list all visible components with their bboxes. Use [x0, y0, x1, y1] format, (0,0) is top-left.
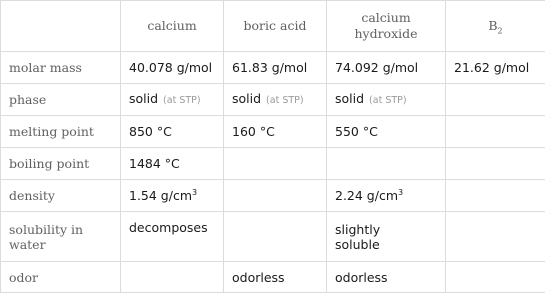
table-cell	[446, 148, 545, 180]
table-cell	[446, 84, 545, 116]
row-label: solubility in water	[1, 212, 121, 262]
table-cell: decomposes	[121, 212, 224, 262]
table-cell: 2.24 $g/cm^3$	[327, 180, 446, 212]
table-cell	[121, 262, 224, 293]
table-cell: 1484 °C	[121, 148, 224, 180]
row-label: density	[1, 180, 121, 212]
table-cell	[446, 212, 545, 262]
table-cell: odorless	[327, 262, 446, 293]
column-header-calcium: calcium	[121, 1, 224, 52]
row-label: phase	[1, 84, 121, 116]
table-cell: slightly soluble	[327, 212, 446, 262]
phase-note: (at STP)	[369, 95, 407, 106]
column-header-boric-acid: boric acid	[224, 1, 327, 52]
table-row-melting-point	[1, 116, 545, 148]
table-cell	[224, 148, 327, 180]
row-label: odor	[1, 262, 121, 293]
table-row-molar-mass	[1, 52, 545, 84]
table-cell	[327, 148, 446, 180]
phase-note: (at STP)	[163, 95, 201, 106]
table-cell	[446, 180, 545, 212]
table-cell: 21.62 g/mol	[446, 52, 545, 84]
table-cell: 40.078 g/mol	[121, 52, 224, 84]
table-cell: 74.092 g/mol	[327, 52, 446, 84]
table-cell: 850 °C	[121, 116, 224, 148]
table-row-density	[1, 180, 545, 212]
row-label: melting point	[1, 116, 121, 148]
table-cell: solid (at STP)	[327, 84, 446, 116]
table-cell	[224, 212, 327, 262]
row-label: boiling point	[1, 148, 121, 180]
header-row	[1, 1, 545, 52]
corner-cell	[1, 1, 121, 52]
table-cell: odorless	[224, 262, 327, 293]
table-cell: solid (at STP)	[224, 84, 327, 116]
table-cell: 1.54 $g/cm^3$	[121, 180, 224, 212]
table-row-solubility	[1, 212, 545, 262]
phase-note: (at STP)	[266, 95, 304, 106]
table-cell: 160 °C	[224, 116, 327, 148]
table-row-odor	[1, 262, 545, 293]
row-label: molar mass	[1, 52, 121, 84]
table-cell	[446, 116, 545, 148]
table-cell: 61.83 g/mol	[224, 52, 327, 84]
table-row-phase	[1, 84, 545, 116]
table-cell	[446, 262, 545, 293]
column-header-calcium-hydroxide: calcium hydroxide	[327, 1, 446, 52]
table-cell	[224, 180, 327, 212]
table-row-boiling-point	[1, 148, 545, 180]
table-cell: solid (at STP)	[121, 84, 224, 116]
column-header-boron: $B_2$	[446, 1, 545, 52]
table-cell: 550 °C	[327, 116, 446, 148]
